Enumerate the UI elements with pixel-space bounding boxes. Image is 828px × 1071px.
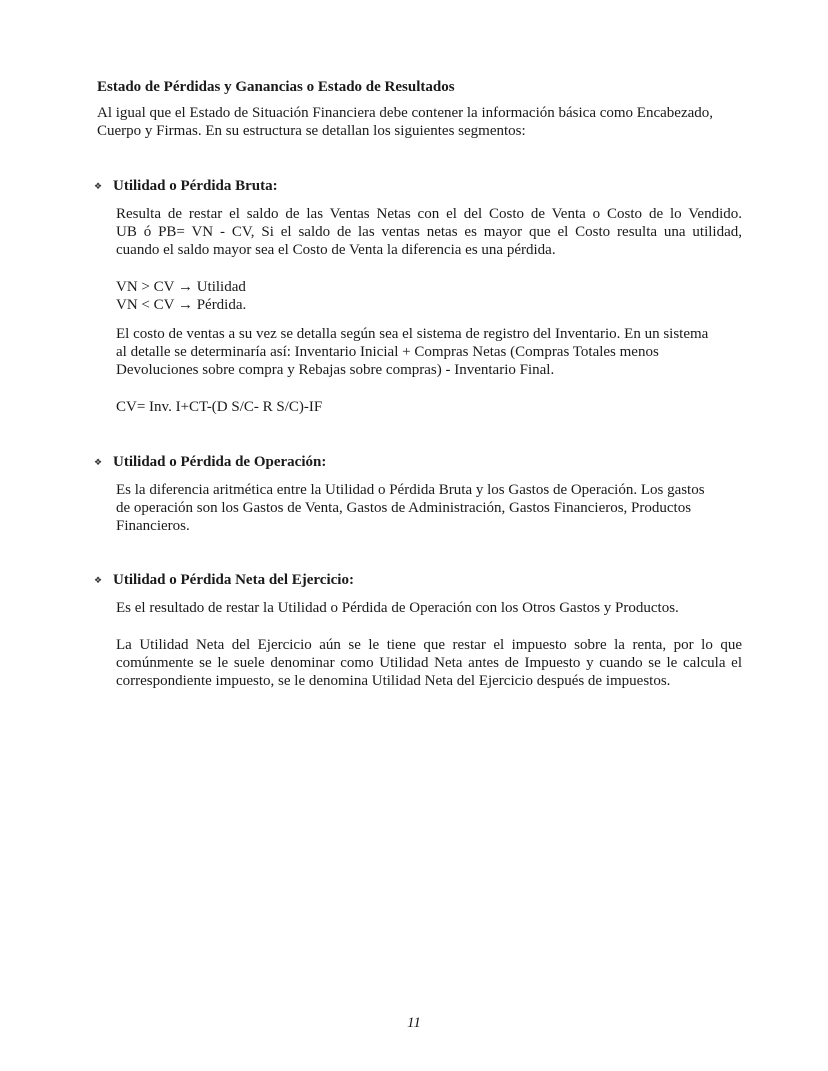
formula-block xyxy=(116,398,742,416)
section-heading-utilidad-operacion xyxy=(94,453,326,471)
paragraph-line: al detalle se determinaría así: Inventario Inicial + Compras Netas (Compras Totales menos xyxy=(116,344,659,360)
section-paragraph xyxy=(116,205,742,259)
section-paragraph xyxy=(116,325,742,379)
section-heading-utilidad-neta xyxy=(94,571,354,589)
paragraph-line: Es el resultado de restar la Utilidad o Pérdida de Operación con los Otros Gastos y Productos. xyxy=(116,600,679,616)
paragraph-line: Resulta de restar el saldo de las Ventas Netas con el del Costo de Venta o Costo de lo Vendido. xyxy=(116,206,742,222)
paragraph-line: Financieros. xyxy=(116,518,190,534)
formula-line: VN > CV → Utilidad xyxy=(116,279,246,295)
section-heading-text: Utilidad o Pérdida Bruta: xyxy=(113,178,278,194)
section-heading-text: Utilidad o Pérdida de Operación: xyxy=(113,454,327,470)
paragraph-line: correspondiente impuesto, se le denomina Utilidad Neta del Ejercicio después de impuestos. xyxy=(116,673,671,689)
diamond-bullet-icon: ❖ xyxy=(94,457,103,467)
formula-line: CV= Inv. I+CT-(D S/C- R S/C)-IF xyxy=(116,399,323,415)
intro-paragraph xyxy=(97,104,747,140)
paragraph-line: de operación son los Gastos de Venta, Gastos de Administración, Gastos Financieros, Productos xyxy=(116,500,692,516)
page-number: 11 xyxy=(407,1015,421,1031)
paragraph-line: La Utilidad Neta del Ejercicio aún se le tiene que restar el impuesto sobre la renta, por lo que xyxy=(116,637,742,653)
paragraph-line: Devoluciones sobre compra y Rebajas sobre compras) - Inventario Final. xyxy=(116,362,555,378)
page-title: Estado de Pérdidas y Ganancias o Estado de Resultados xyxy=(97,79,455,95)
section-paragraph xyxy=(116,636,742,690)
section-paragraph xyxy=(116,481,742,535)
paragraph-line: UB ó PB= VN - CV, Si el saldo de las ventas netas es mayor que el Costo resulta una utilidad, xyxy=(116,224,742,240)
paragraph-line: El costo de ventas a su vez se detalla según sea el sistema de registro del Inventario. En un sistema xyxy=(116,326,709,342)
diamond-bullet-icon: ❖ xyxy=(94,181,103,191)
diamond-bullet-icon: ❖ xyxy=(94,575,103,585)
formula-line: VN < CV → Pérdida. xyxy=(116,297,247,313)
intro-line: Cuerpo y Firmas. En su estructura se detallan los siguientes segmentos: xyxy=(97,123,526,139)
paragraph-line: Es la diferencia aritmética entre la Utilidad o Pérdida Bruta y los Gastos de Operación. Los gastos xyxy=(116,482,705,498)
intro-line: Al igual que el Estado de Situación Financiera debe contener la información básica como Encabezado, xyxy=(97,105,714,121)
paragraph-line: comúnmente se le suele denominar como Utilidad Neta antes de Impuesto y cuando se le calcula el xyxy=(116,655,742,671)
formula-block xyxy=(116,278,742,314)
section-heading-text: Utilidad o Pérdida Neta del Ejercicio: xyxy=(113,572,354,588)
section-paragraph xyxy=(116,599,742,617)
paragraph-line: cuando el saldo mayor sea el Costo de Venta la diferencia es una pérdida. xyxy=(116,242,556,258)
section-heading-utilidad-bruta xyxy=(94,177,278,195)
